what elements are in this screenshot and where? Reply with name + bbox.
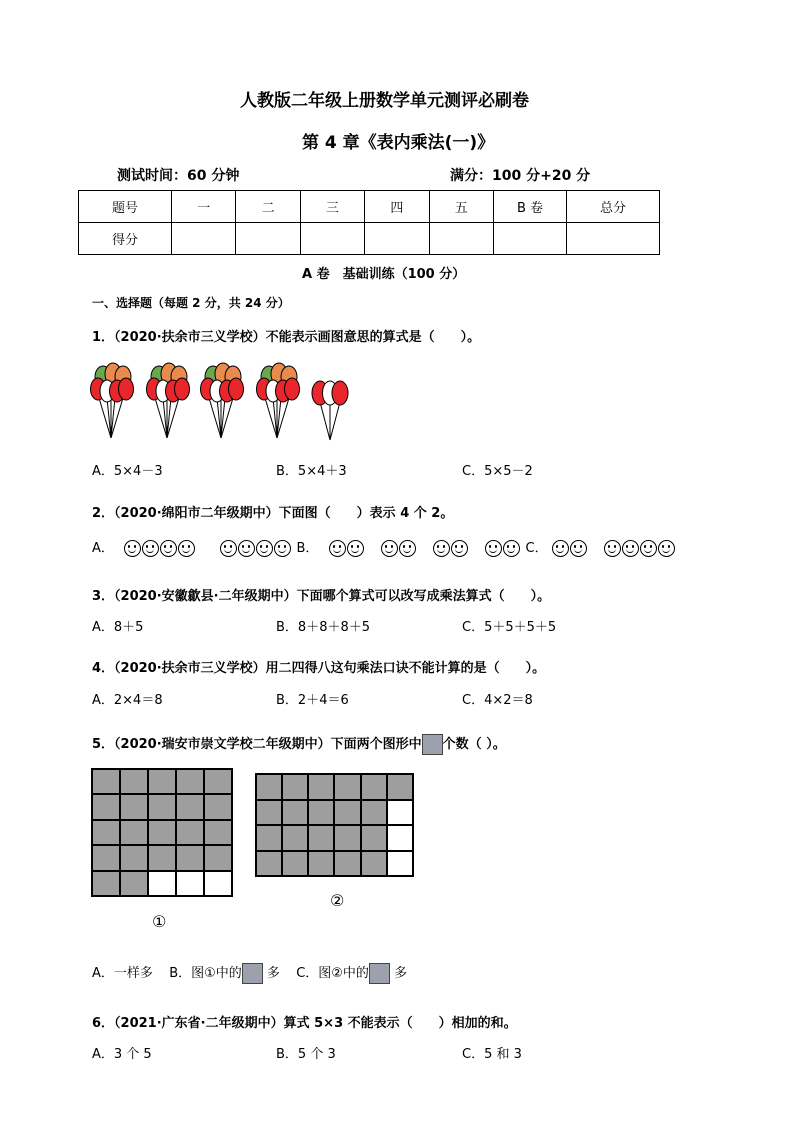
smiley-face-icon (622, 540, 639, 557)
grid-cell (334, 774, 360, 800)
q6-stem: 6．（2021·广东省·二年级期中）算式 5×3 不能表示（ ）相加的和。 (92, 1016, 517, 1031)
smiley-face-icon (329, 540, 346, 557)
grid-cell (387, 851, 413, 877)
header-cell: 一 (172, 191, 236, 223)
smiley-face-icon (399, 540, 416, 557)
q3-option-a[interactable]: A．8＋5 (92, 620, 144, 635)
q2-option-c-label[interactable]: C． (525, 541, 548, 556)
score-cell[interactable] (236, 223, 300, 255)
header-cell: 三 (300, 191, 364, 223)
q1-stem: 1．（2020·扶余市三义学校）不能表示画图意思的算式是（ ）。 (92, 330, 481, 345)
grid-cell (334, 825, 360, 851)
grid-cell (282, 851, 308, 877)
smiley-face-icon (178, 540, 195, 557)
smiley-face-icon (604, 540, 621, 557)
smiley-face-icon (256, 540, 273, 557)
part1-heading: 一、选择题（每题 2 分，共 24 分） (92, 296, 290, 310)
q4-option-b[interactable]: B．2＋4＝6 (276, 693, 349, 708)
q4-stem: 4．（2020·扶余市三义学校）用二四得八这句乘法口诀不能计算的是（ ）。 (92, 661, 546, 676)
grid-cell (387, 800, 413, 826)
grid-cell (176, 769, 204, 794)
grid-cell (256, 851, 282, 877)
header-cell: B 卷 (494, 191, 567, 223)
grid-cell (148, 769, 176, 794)
grid-cell (92, 769, 120, 794)
figure-2-grid (255, 773, 414, 877)
grid-cell (148, 794, 176, 819)
q2-stem: 2．（2020·绵阳市二年级期中）下面图（ ）表示 4 个 2。 (92, 506, 454, 521)
grid-cell (308, 851, 334, 877)
grid-cell (282, 774, 308, 800)
grid-cell (308, 800, 334, 826)
grid-cell (120, 871, 148, 896)
gray-square-icon (369, 963, 390, 984)
grid-cell (334, 800, 360, 826)
gray-square-icon (242, 963, 263, 984)
figure-1-grid (91, 768, 233, 897)
grid-cell (204, 820, 232, 845)
grid-cell (92, 794, 120, 819)
q1-option-a[interactable]: A．5×4－3 (92, 464, 163, 479)
grid-cell (282, 800, 308, 826)
grid-cell (361, 825, 387, 851)
header-cell: 二 (236, 191, 300, 223)
grid-cell (361, 774, 387, 800)
grid-cell (204, 845, 232, 870)
smiley-face-icon (381, 540, 398, 557)
score-cell[interactable] (300, 223, 364, 255)
grid-cell (148, 871, 176, 896)
grid-cell (361, 800, 387, 826)
grid-cell (204, 769, 232, 794)
smiley-face-icon (124, 540, 141, 557)
grid-cell (176, 871, 204, 896)
smiley-face-icon (485, 540, 502, 557)
test-time: 测试时间：60 分钟 (117, 168, 240, 184)
q5-option-a[interactable]: A．一样多 (92, 966, 153, 981)
smiley-face-icon (658, 540, 675, 557)
grid-cell (282, 825, 308, 851)
smiley-face-icon (570, 540, 587, 557)
smiley-face-icon (160, 540, 177, 557)
smiley-face-icon (433, 540, 450, 557)
score-cell[interactable] (429, 223, 493, 255)
grid-cell (176, 794, 204, 819)
q6-option-a[interactable]: A．3 个 5 (92, 1047, 152, 1062)
paper-title: 人教版二年级上册数学单元测评必刷卷 (240, 91, 529, 111)
q5-stem-start: 5．（2020·瑞安市崇文学校二年级期中）下面两个图形中 (92, 737, 422, 752)
grid-cell (148, 845, 176, 870)
q1-option-c[interactable]: C．5×5－2 (462, 464, 533, 479)
q3-option-c[interactable]: C．5＋5＋5＋5 (462, 620, 557, 635)
smiley-face-icon (503, 540, 520, 557)
q5-stem (92, 733, 506, 755)
q3-stem: 3．（2020·安徽歙县·二年级期中）下面哪个算式可以改写成乘法算式（ ）。 (92, 589, 551, 604)
smiley-face-icon (220, 540, 237, 557)
smiley-face-icon (552, 540, 569, 557)
grid-cell (120, 794, 148, 819)
header-cell: 题号 (79, 191, 172, 223)
q6-option-b[interactable]: B．5 个 3 (276, 1047, 336, 1062)
score-cell[interactable] (567, 223, 660, 255)
header-cell: 总分 (567, 191, 660, 223)
grid-cell (361, 851, 387, 877)
q5-option-b-text: B．图①中的 (169, 966, 242, 981)
grid-cell (256, 800, 282, 826)
balloons-figure (90, 360, 360, 445)
grid-cell (148, 820, 176, 845)
score-table (78, 190, 660, 255)
grid-cell (308, 774, 334, 800)
grid-cell (176, 845, 204, 870)
grid-cell (204, 871, 232, 896)
grid-cell (256, 825, 282, 851)
grid-cell (120, 845, 148, 870)
q1-option-b[interactable]: B．5×4＋3 (276, 464, 347, 479)
q5-option-c-suffix: 多 (394, 966, 408, 981)
grid-cell (92, 820, 120, 845)
grid-cell (256, 774, 282, 800)
q5-options (92, 962, 407, 984)
q3-option-b[interactable]: B．8＋8＋8＋5 (276, 620, 371, 635)
smiley-face-icon (451, 540, 468, 557)
grid-cell (92, 871, 120, 896)
grid-cell (120, 820, 148, 845)
q2-option-b-faces[interactable] (329, 541, 526, 556)
q6-option-c[interactable]: C．5 和 3 (462, 1047, 522, 1062)
q5-option-c-text: C．图②中的 (296, 966, 369, 981)
header-cell: 四 (365, 191, 429, 223)
q5-stem-end: 个数（ ）。 (442, 737, 506, 752)
smiley-face-icon (238, 540, 255, 557)
grid-cell (387, 774, 413, 800)
figure-2-label: ② (330, 891, 345, 910)
grid-cell (387, 825, 413, 851)
grid-cell (204, 794, 232, 819)
full-score: 满分：100 分+20 分 (450, 168, 591, 184)
grid-cell (176, 820, 204, 845)
q5-option-b-suffix: 多 (266, 966, 280, 981)
grid-cell (120, 769, 148, 794)
score-cell[interactable] (172, 223, 236, 255)
q2-option-b-label[interactable]: B． (296, 541, 319, 556)
chapter-subtitle: 第 4 章《表内乘法(一)》 (302, 133, 495, 153)
score-table-header-row (79, 191, 660, 223)
q5-option-c[interactable] (296, 966, 407, 981)
header-cell: 五 (429, 191, 493, 223)
smiley-face-icon (142, 540, 159, 557)
q5-option-b[interactable] (169, 966, 280, 981)
grid-cell (334, 851, 360, 877)
q2-option-c-faces[interactable] (552, 541, 676, 556)
score-cell[interactable] (365, 223, 429, 255)
grid-cell (308, 825, 334, 851)
smiley-face-icon (274, 540, 291, 557)
smiley-face-icon (347, 540, 364, 557)
section-a-heading: A 卷 基础训练（100 分） (302, 267, 466, 282)
score-table-score-row (79, 223, 660, 255)
grid-cell (92, 845, 120, 870)
score-cell[interactable] (494, 223, 567, 255)
q2-options (92, 537, 676, 557)
q2-option-a-faces[interactable] (124, 541, 296, 556)
smiley-face-icon (640, 540, 657, 557)
q4-option-c[interactable]: C．4×2＝8 (462, 693, 533, 708)
gray-square-icon (422, 734, 443, 755)
q2-option-a-label[interactable]: A． (92, 541, 114, 556)
figure-1-label: ① (152, 912, 167, 931)
q4-option-a[interactable]: A．2×4＝8 (92, 693, 163, 708)
row-label: 得分 (79, 223, 172, 255)
